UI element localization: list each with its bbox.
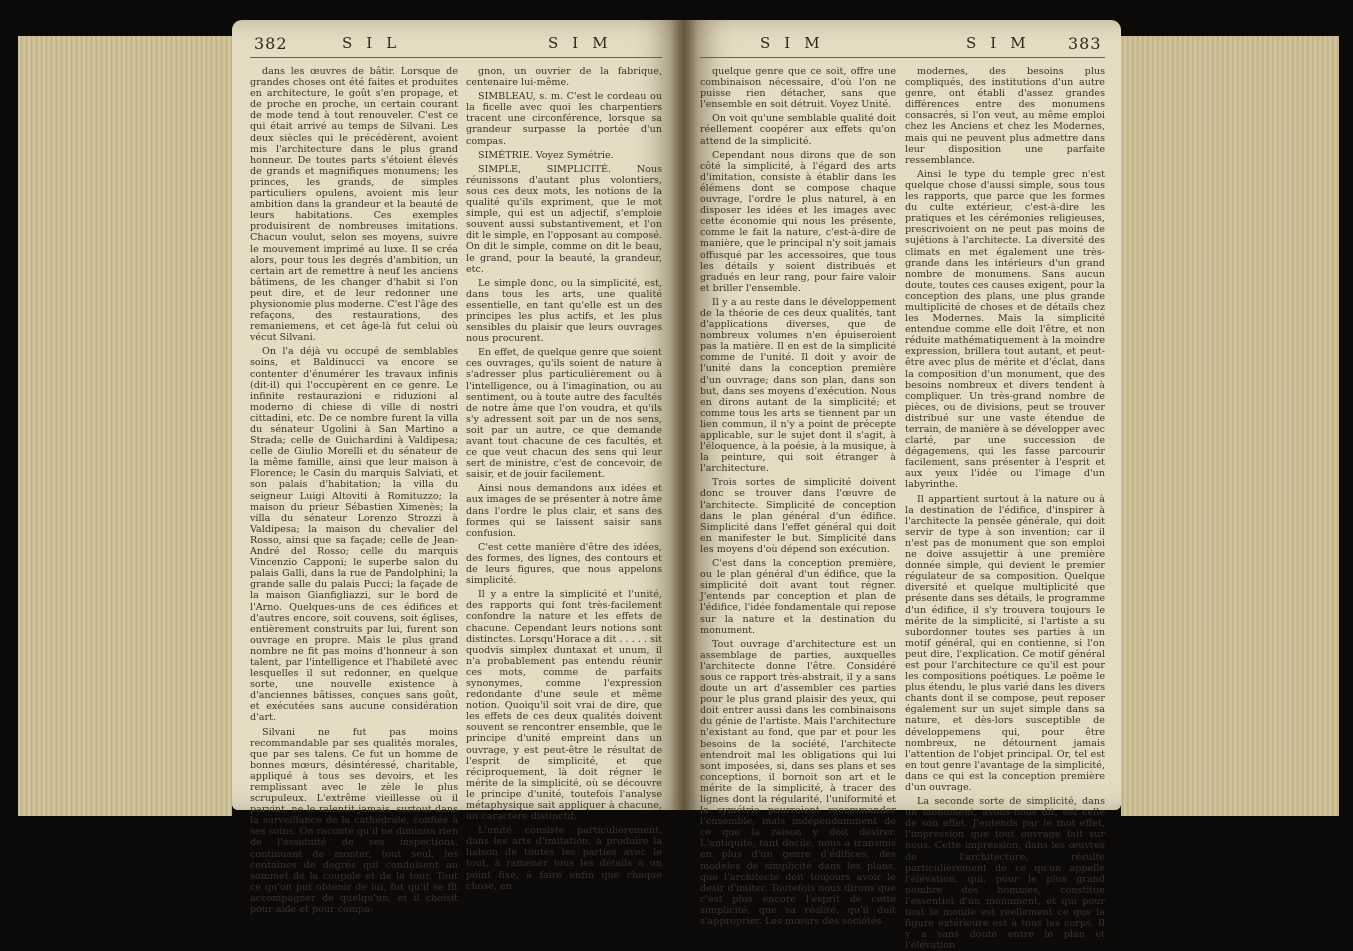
text-column-2	[466, 66, 662, 892]
right-running-head-sim-1: SIM	[760, 34, 834, 52]
paragraph: Cependant nous dirons que de son côté la simplicité, à l'égard des arts d'imitation, consiste à établir dans les élémens dont se compose chaque ouvrage, l'ordre le plus naturel, à en disposer les idées et les images avec cette économie qui nous les présente, comme le fait la nature, c'est-à-dire de manière, que le principal n'y soit jamais offusqué par les accessoires, que tous les détails y soient distribués et gradués en leur rang, pour faire valoir et briller l'ensemble.	[700, 149, 896, 294]
paragraph: Il y a entre la simplicité et l'unité, des rapports qui font très-facilement confondre la nature et les effets de chacune. Cependant leurs notions sont distinctes. Lorsqu'Horace a dit . . . . . sit quodvis simplex duntaxat et unum, il n'a probablement pas entendu réunir ces mots, comme de parfaits synonymes, comme l'expression redondante d'une seule et même notion. Quoiqu'il soit vrai de dire, que les effets de ces deux qualités doivent souvent se rencontrer ensemble, que le principe d'unité empreint dans un ouvrage, y est peut-être le résultat de l'esprit de simplicité, et que réciproquement, là doit régner le mérite de la simplicité, où se découvre le principe d'unité, toutefois l'analyse métaphysique sait appliquer à chacune, un caractère distinctif.	[466, 589, 662, 823]
right-page-edges	[1121, 36, 1339, 816]
left-running-head-sim: SIM	[548, 34, 622, 52]
left-page-edges	[18, 36, 232, 816]
paragraph: Le simple donc, ou la simplicité, est, dans tous les arts, une qualité essentielle, en tant qu'elle est un des principes les plus actifs, et les plus sensibles du plaisir que leurs ouvrages nous procurent.	[466, 277, 662, 345]
paragraph: quelque genre que ce soit, offre une combinaison nécessaire, d'où l'on ne puisse rien détacher, sans que l'ensemble en soit détruit. Voyez Unité.	[700, 66, 896, 111]
entry-simetrie: SIMÉTRIE. Voyez Symétrie.	[478, 149, 614, 161]
paragraph: En effet, de quelque genre que soient ces ouvrages, qu'ils soient de nature à s'adresser plus particulièrement ou à l'intelligence, ou à l'imagination, ou au sentiment, ou à toute autre des facultés de notre âme que l'on voudra, et qu'ils s'y adressent soit par un de nos sens, soit par un autre, ce que demande avant tout chacune de ces facultés, et ce que veut chacun des sens qui leur sert de ministre, c'est de concevoir, de saisir, et de jouir facilement.	[466, 347, 662, 481]
paragraph: Silvani ne fut pas moins recommandable par ses qualités morales, que par ses talens. Ce fut un homme de bonnes mœurs, désintéressé, charitable, appliqué à tous ses devoirs, et les remplissant avec le zèle le plus scrupuleux. L'extrême vieillesse où il parvint, ne le ralentit jamais, surtout dans la surveillance de la cathédrale, confiée à ses soins. On raconte qu'il ne diminua rien de l'assiduité de ses inspections, continuant de monter, tout seul, les centaines de degrés qui conduisent au sommet de la coupole et de la tour. Tout ce qu'on put obtenir de lui, fut qu'il se fît accompagner de quelqu'un, et il choisit pour aide et pour compa-	[250, 726, 458, 916]
left-header-rule	[250, 57, 662, 58]
paragraph: Ainsi nous demandons aux idées et aux images de se présenter à notre âme dans l'ordre le plus clair, et sans des formes qui se laissent saisir sans confusion.	[466, 483, 662, 539]
right-running-head-sim-2: SIM	[966, 34, 1040, 52]
paragraph: Tout ouvrage d'architecture est un assemblage de parties, auxquelles l'architecte donne l'être. Considéré sous ce rapport très-abstrait, il y a sans doute un art d'assembler ces parties pour le plus grand plaisir des yeux, qui doit entrer aussi dans les combinaisons du génie de l'artiste. Mais l'architecture n'existant au fond, que par et pour les besoins de la société, l'architecte entendroit mal les obligations qui lui sont imposées, si, dans ses plans et ses conceptions, il bornoit son art et le mérite de la simplicité, à tracer des lignes dont la régularité, l'uniformité et la symétrie pourroient recommander l'ensemble, mais indépendamment de ce que la raison y doit desirer. L'antiquité, tant docile, nous a transmis en plus d'un genre d'édifices, des modèles de simplicité dans les plans, que l'architecte doit toujours avoir le desir d'imiter. Toutefois nous dirons que c'est plus encore l'esprit de cette simplicité, que sa réalité, qu'il doit s'approprier. Les mœurs des sociétés	[700, 638, 896, 928]
right-header-rule	[700, 57, 1105, 58]
entry-simbleau: SIMBLEAU, s. m. C'est le cordeau ou la ficelle avec quoi les charpentiers tracent une circonférence, lorsque sa grandeur surpasse la portée d'un compas.	[466, 91, 662, 147]
left-running-head-sil: SIL	[342, 34, 411, 52]
paragraph: gnon, un ouvrier de la fabrique, centenaire lui-même.	[466, 66, 662, 89]
paragraph: modernes, des besoins plus compliqués, des institutions d'un autre genre, ont établi d'assez grandes différences entre des monumens consacrés, si l'on veut, au même emploi chez les Anciens et chez les Modernes, mais qui ne peuvent plus admettre dans leur disposition une parfaite ressemblance.	[905, 66, 1105, 166]
paragraph: On l'a déjà vu occupé de semblables soins, et Baldinucci va encore se contenter d'énumérer les travaux infinis (dit-il) qui l'occupèrent en ce genre. Le infinite restaurazioni e riduzioni al moderno di chiese di ville di nostri cittadini, etc. De ce nombre furent la villa du sénateur Ugolini à San Martino a Strada; celle de Guichardini à Valdipesa; celle de Giulio Morelli et du sénateur de la même famille, ainsi que leur maison à Florence; le Casin du marquis Salviati, et son palais d'habitation; la villa du seigneur Luigi Altoviti à Romituzzo; la maison du prieur Sébastien Ximenès; la villa du sénateur Lorenzo Strozzi à Valdipesa; la maison du chevalier del Rosso, ainsi que sa façade; celle de Jean-André del Rosso; celle du marquis Vincenzio Capponi; le superbe salon du palais Galli, dans la rue de Pandolphini; la grande salle du palais Pucci; la façade de la maison Gianfigliazzi, sur le bord de l'Arno. Quelques-uns de ces édifices et d'autres encore, soit couvens, soit églises, entièrement construits par lui, furent son ouvrage en propre. Mais le plus grand nombre ne fit pas moins d'honneur à son talent, par l'intelligence et l'habileté avec lesquelles il sut redonner, en quelque sorte, une nouvelle existence à d'anciennes bâtisses, conçues sans goût, et exécutées sans aucune considération d'art.	[250, 346, 458, 724]
text-column-3	[700, 66, 896, 928]
paragraph: Il appartient surtout à la nature ou à la destination de l'édifice, d'inspirer à l'architecte la pensée générale, qui doit servir de type à son invention; car il n'est pas de monument que son emploi ne doive assujettir à une première donnée simple, qui devient le premier régulateur de sa composition. Quelque diversité et quelque multiplicité que présente dans ses détails, le programme d'un édifice, il s'y trouvera toujours le mérite de la simplicité, si l'artiste a su subordonner toutes ses parties à un motif général, qui en contienne, si l'on peut dire, l'explication. Ce motif général est pour l'architecture ce qu'il est pour les compositions poétiques. Le poëme le plus étendu, le plus varié dans les divers chants dont il se compose, peut reposer également sur un sujet simple dans sa nature, et dès-lors susceptible de développemens qui, pour être nombreux, ne détournent jamais l'attention de l'objet principal. Or, tel est en tout genre l'avantage de la simplicité, dans ce qui est la conception première d'un ouvrage.	[905, 493, 1105, 793]
book-gutter	[670, 20, 698, 810]
paragraph: L'unité consiste particulièrement, dans les arts d'imitation, à produire la liaison de toutes les parties avec le tout, à ramener tous les détails à un point fixe, à faire enfin que chaque chose, en	[466, 825, 662, 892]
right-page-number: 383	[1068, 34, 1102, 53]
paragraph: Ainsi le type du temple grec n'est quelque chose d'aussi simple, sous tous les rapports, que parce que les formes du culte extérieur, c'est-à-dire les pratiques et les cérémonies religieuses, prescrivoient on ne peut pas moins de sujétions à l'architecte. La diversité des climats en met également une très-grande dans les intérieurs d'un grand nombre de monumens. Sans aucun doute, toutes ces causes exigent, pour la conception des plans, une plus grande multiplicité de choses et de détails chez les Modernes. Mais la simplicité entendue comme elle doit l'être, et non réduite mathématiquement à la moindre expression, brillera tout autant, et peut-être avec plus de mérite et d'éclat, dans la composition d'un monument, que des besoins nombreux et divers tendent à compliquer. Un très-grand nombre de pièces, ou de divisions, peut se trouver distribué sur une vaste étendue de terrain, de manière à se développer avec clarté, par une succession de dégagemens, qui les fasse parcourir facilement, sans présenter à l'esprit et aux yeux l'idée ou l'image d'un labyrinthe.	[905, 168, 1105, 491]
left-page-number: 382	[254, 34, 288, 53]
paragraph: C'est dans la conception première, ou le plan général d'un édifice, que la simplicité doit avant tout régner. J'entends par conception et plan de l'édifice, l'idée fondamentale qui repose sur la nature et la destination du monument.	[700, 558, 896, 636]
paragraph: dans les œuvres de bâtir. Lorsque de grandes choses ont été faites et produites en architecture, le goût s'en propage, et de proche en proche, un certain courant de mode tend à tout renouveler. C'est ce qui était arrivé au temps de Silvani. Les deux siècles qui le précédèrent, avoient mis l'architecture dans le plus grand honneur. De toutes parts s'étoient élevés de grands et magnifiques monumens; les princes, les grands, de simples particuliers opulens, avoient mis leur ambition dans la grandeur et la beauté de leurs habitations. Ces exemples produisirent de nombreuses imitations. Chacun voulut, selon ses moyens, suivre le mouvement imprimé au luxe. Il se créa alors, pour tous les degrés d'ambition, un certain art de remettre à neuf les anciens bâtimens, de les changer d'habit si l'on peut dire, et de leur redonner une physionomie plus moderne. C'est l'âge des refaçons, des restaurations, des remaniemens, et cet âge-là fut celui où vécut Silvani.	[250, 66, 458, 344]
paragraph: On voit qu'une semblable qualité doit réellement coopérer aux effets qu'on attend de la simplicité.	[700, 113, 896, 147]
entry-simple-simplicite: SIMPLE, SIMPLICITÉ. Nous réunissons d'autant plus volontiers, sous ces deux mots, les notions de la qualité qu'ils expriment, que le mot simple, qui est un adjectif, s'emploie souvent aussi substantivement, et l'on dit le simple, en l'opposant au composé. On dit le simple, comme on dit le beau, le grand, pour la beauté, la grandeur, etc.	[466, 163, 662, 275]
paragraph: Trois sortes de simplicité doivent donc se trouver dans l'œuvre de l'architecte. Simplicité de conception dans le plan général d'un édifice. Simplicité dans l'effet général qui doit en manifester le but. Simplicité dans les moyens d'où dépend son exécution.	[700, 477, 896, 555]
text-column-4	[905, 66, 1105, 951]
paragraph: Il y a au reste dans le développement de la théorie de ces deux qualités, tant d'applications diverses, que de nombreux volumes n'en épuiseroient pas la matière. Il en est de la simplicité comme de l'unité. Il doit y avoir de l'unité dans la conception première d'un ouvrage; dans son plan, dans son but, dans ses moyens d'exécution. Nous en dirons autant de la simplicité; et comme tous les arts se tiennent par un lien commun, il n'y a point de précepte applicable, sur le sujet dont il s'agit, à l'éloquence, à la poésie, à la musique, à la peinture, qui soit étranger à l'architecture.	[700, 296, 896, 475]
paragraph: La seconde sorte de simplicité, dans un monument, avons-nous dit, est celle de son effet. J'entends par le mot effet, l'impression que tout ouvrage fait sur nous. Cette impression, dans les œuvres de l'architecture, résulte particulièrement de ce qu'on appelle l'élévation, qui, pour le plus grand nombre des hommes, constitue l'essentiel d'un monument, et qui pour tout le monde est réellement ce que la figure extérieure est à tous les corps. Il y a sans doute entre le plan et l'élévation	[905, 796, 1105, 951]
text-column-1	[250, 66, 458, 916]
paragraph: C'est cette manière d'être des idées, des formes, des lignes, des contours et de leurs figures, que nous appelons simplicité.	[466, 541, 662, 587]
